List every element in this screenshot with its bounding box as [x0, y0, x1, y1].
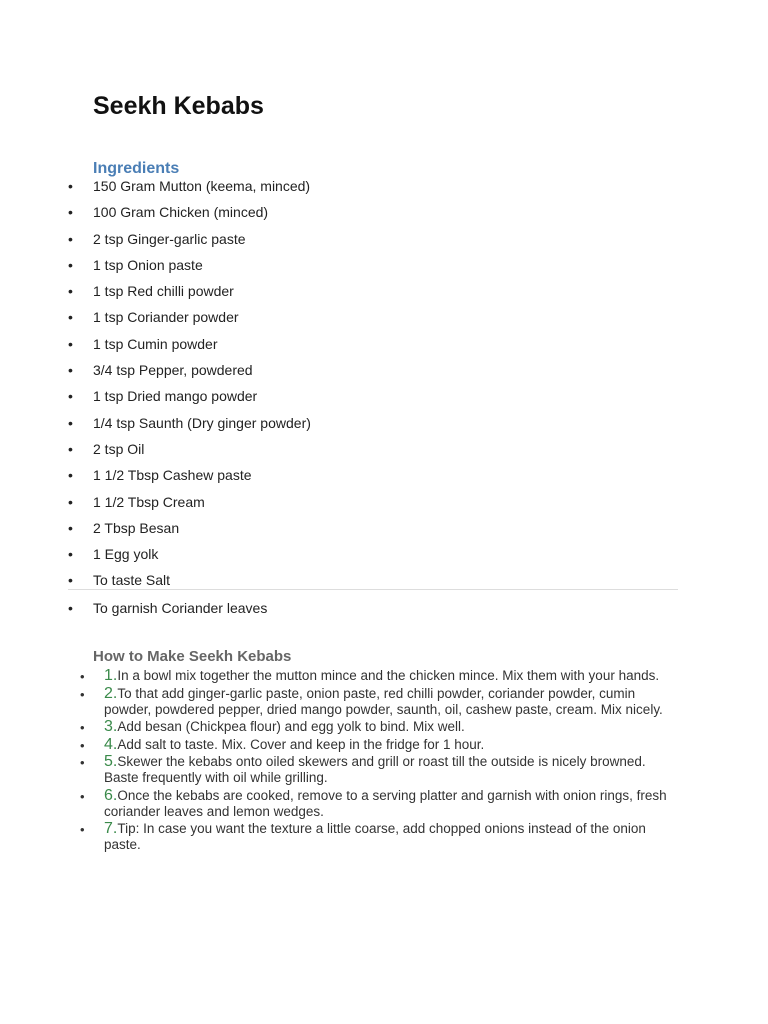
ingredient-item: [0, 307, 768, 333]
bullet-icon: •: [80, 686, 85, 702]
ingredient-item: [0, 334, 768, 360]
ingredient-text: 2 tsp Oil: [93, 440, 145, 457]
bullet-icon: •: [80, 669, 85, 684]
ingredient-text: 1/4 tsp Saunth (Dry ginger powder): [93, 414, 311, 431]
ingredient-text: 1 tsp Onion paste: [93, 256, 203, 273]
step-text: Skewer the kebabs onto oiled skewers and grill or roast till the outside is nicely browned. Baste frequently with oil while grilling.: [104, 754, 646, 785]
ingredient-text: 150 Gram Mutton (keema, minced): [93, 178, 311, 194]
bullet-icon: •: [68, 178, 73, 194]
ingredient-text: 1 1/2 Tbsp Cashew paste: [93, 467, 252, 484]
ingredient-item: [0, 570, 768, 596]
step-number: 7.: [104, 820, 118, 837]
ingredient-text: 100 Gram Chicken (minced): [93, 204, 269, 221]
bullet-icon: •: [68, 414, 73, 431]
bullet-icon: •: [68, 440, 73, 457]
ingredient-text: 1 1/2 Tbsp Cream: [93, 493, 205, 510]
bullet-icon: •: [80, 822, 85, 837]
ingredient-item: [0, 439, 768, 465]
method-steps-list: [0, 668, 768, 855]
bullet-icon: •: [80, 755, 85, 770]
ingredient-item: [0, 465, 768, 491]
ingredient-item: [0, 229, 768, 255]
ingredient-text: 2 tsp Ginger-garlic paste: [93, 230, 246, 247]
method-step: [0, 821, 768, 853]
step-text: Tip: In case you want the texture a little coarse, add chopped onions instead of the onion paste.: [104, 821, 646, 852]
ingredient-item: [0, 386, 768, 412]
bullet-icon: •: [68, 493, 73, 510]
bullet-icon: •: [68, 388, 73, 405]
ingredient-text: To taste Salt: [93, 572, 171, 589]
ingredients-heading: Ingredients: [93, 160, 180, 177]
ingredient-text: 1 tsp Red chilli powder: [93, 283, 234, 300]
page-title: Seekh Kebabs: [93, 92, 264, 120]
bullet-icon: •: [68, 519, 73, 536]
ingredient-item: [0, 518, 768, 544]
bullet-icon: •: [68, 204, 73, 221]
bullet-icon: •: [80, 788, 85, 804]
step-text: Once the kebabs are cooked, remove to a serving platter and garnish with onion rings, fresh coriander leaves and lemon wedges.: [104, 787, 667, 819]
method-step: [0, 686, 768, 718]
step-text: In a bowl mix together the mutton mince and the chicken mince. Mix them with your hands.: [117, 668, 660, 683]
bullet-icon: •: [68, 362, 73, 379]
bullet-icon: •: [68, 572, 73, 589]
ingredient-text: 2 Tbsp Besan: [93, 519, 180, 536]
step-number: 5.: [104, 753, 118, 770]
divider: [68, 589, 678, 590]
ingredient-item: [0, 544, 768, 570]
bullet-icon: •: [68, 467, 73, 484]
bullet-icon: •: [80, 737, 85, 753]
bullet-icon: •: [68, 546, 73, 563]
bullet-icon: •: [68, 309, 73, 326]
bullet-icon: •: [68, 230, 73, 247]
step-text: To that add ginger-garlic paste, onion paste, red chilli powder, coriander powder, cumin powder, powdered pepper, dried mango powder, saunth, oil, cashew paste, cream. Mix nicely.: [104, 685, 663, 717]
bullet-icon: •: [68, 335, 73, 352]
ingredient-item: [0, 202, 768, 228]
bullet-icon: •: [68, 256, 73, 273]
ingredient-item: [0, 255, 768, 281]
step-text: Add besan (Chickpea flour) and egg yolk to bind. Mix well.: [117, 719, 465, 734]
ingredient-text: 1 Egg yolk: [93, 546, 159, 563]
bullet-icon: •: [68, 600, 73, 616]
method-step: [0, 668, 768, 684]
bullet-icon: •: [80, 720, 85, 735]
method-step: [0, 788, 768, 820]
ingredient-item: [0, 176, 768, 202]
step-number: 4.: [104, 735, 118, 753]
ingredient-item: [0, 281, 768, 307]
step-number: 3.: [104, 718, 118, 735]
method-step: [0, 737, 768, 753]
ingredient-item: [0, 492, 768, 518]
ingredient-text: 1 tsp Cumin powder: [93, 335, 218, 352]
step-text: Add salt to taste. Mix. Cover and keep in the fridge for 1 hour.: [117, 736, 485, 752]
ingredient-text: 3/4 tsp Pepper, powdered: [93, 362, 253, 379]
step-number: 1.: [104, 667, 118, 684]
ingredients-list: [0, 176, 768, 597]
ingredient-item: [0, 413, 768, 439]
bullet-icon: •: [68, 283, 73, 300]
ingredient-item-garnish: [0, 598, 768, 618]
step-number: 6.: [104, 786, 118, 804]
method-heading: How to Make Seekh Kebabs: [93, 648, 292, 665]
ingredient-text: 1 tsp Coriander powder: [93, 309, 239, 326]
ingredient-item: [0, 360, 768, 386]
step-number: 2.: [104, 684, 118, 702]
method-step: [0, 754, 768, 786]
method-step: [0, 719, 768, 735]
ingredient-text: 1 tsp Dried mango powder: [93, 388, 258, 405]
ingredient-text: To garnish Coriander leaves: [93, 600, 268, 616]
